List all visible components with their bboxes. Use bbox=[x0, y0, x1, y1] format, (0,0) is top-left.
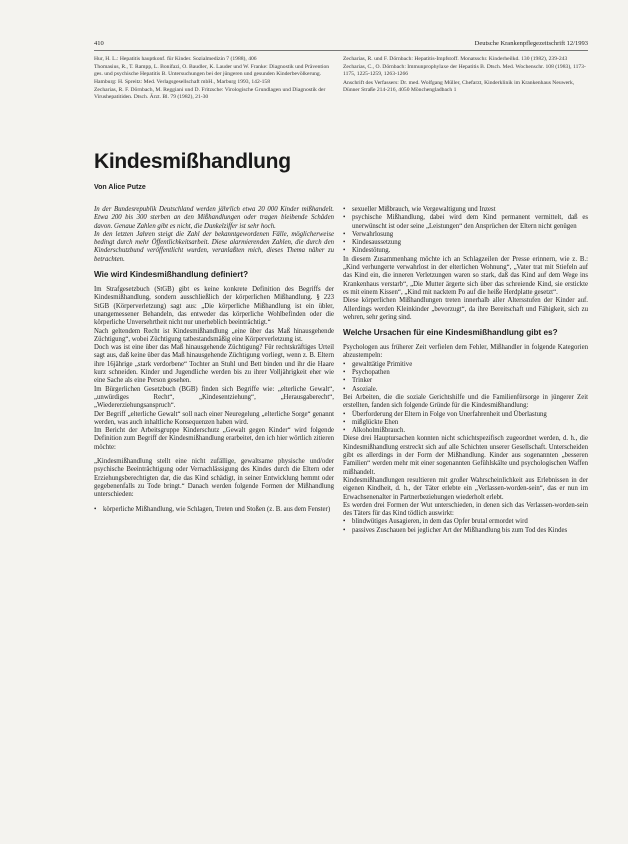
body-paragraph: Im Bürgerlichen Gesetzbuch (BGB) finden sich Begriffe wie: „elterliche Gewalt“, „unwürdiges Recht“, „Kindesentziehung“, „Herausgaberecht“, „Wiedererziehungsanspruch“. bbox=[94, 385, 334, 410]
list-item: • mißglückte Ehen bbox=[343, 419, 588, 427]
quote-paragraph: „Kindesmißhandlung stellt eine nicht zufällige, gewaltsame physische und/oder psychische Beeinträchtigung oder Vernachlässigung des Kindes durch die Eltern oder Erziehungsberechtigten dar, die das Kind schädigt, in seiner Entwicklung hemmt oder gegebenenfalls zu Tode bringt.“ Danach werden folgende Formen der Mißhandlung unterschieden: bbox=[94, 458, 334, 499]
references-left bbox=[94, 56, 334, 102]
reference-item: Zecharias, R. F. Dörnbach, M. Reggiani und D. Fritzsche: Virologische Grundlagen und Diagnostik der Virushepatitiden. Dtsch. Ärzt. Bl. 79 (1982), 21-30 bbox=[94, 86, 326, 101]
body-paragraph: Nach geltendem Recht ist Kindesmißhandlung „eine über das Maß hinausgehende Züchtigung“, wobei Züchtigung tatbestandsmäßig eine Körperverletzung ist. bbox=[94, 327, 334, 343]
list-item: • Kindestötung. bbox=[343, 247, 588, 255]
reasons-list bbox=[343, 411, 588, 436]
text-column-right bbox=[343, 194, 588, 535]
reference-item: Thomasius, R., T. Rampp, L. Bonifazi, O. Baudler, K. Lauder und W. Franke: Diagnostik und Prävention ges. und psychische Hepatitis B. Untersuchungen bei der jüngeren und gesunden Kinderbevölkerung. Hamburg: H. Spreitz: Med. Verlagsgesellschaft mbH., Marburg 1993, 142-158 bbox=[94, 64, 330, 85]
body-paragraph: In diesem Zusammenhang möchte ich an Schlagzeilen der Presse erinnern, wie z. B.: „Kind verhungerte verwahrlost in der elterlichen Wohnung“, „Vater trat mit Stiefeln auf das Kind ein, die inneren Verletzungen waren so stark, daß das Kind auf dem Wege ins Krankenhaus verstarb“, „Die Mutter ärgerte sich über das schreiende Kind, sie erstickte es mit einem Kissen“, „Kind mit nacktem Po auf die heiße Herdplatte gesetzt“. bbox=[343, 255, 588, 296]
list-item: • psychische Mißhandlung, dabei wird dem Kind permanent vermittelt, daß es unerwünscht ist oder seine „Leistungen“ den Ansprüchen der Eltern nicht genügen bbox=[343, 214, 588, 231]
header-rule bbox=[94, 50, 588, 51]
page-number: 410 bbox=[94, 40, 104, 47]
author-address: Anschrift des Verfassers: Dr. med. Wolfgang Müller, Chefarzt, Kinderklinik im Krankenhaus Neuwerk, Dünner Straße 214-216, 4050 Mönchengladbach 1 bbox=[343, 79, 575, 93]
forms-list-continued bbox=[343, 206, 588, 256]
body-paragraph: Psychologen aus früherer Zeit verfielen dem Fehler, Mißhandler in folgende Kategorien abzustempeln: bbox=[343, 344, 588, 360]
section-heading: Wie wird Kindesmißhandlung definiert? bbox=[94, 270, 249, 280]
text-column-left bbox=[94, 194, 334, 514]
list-item: • Trinker bbox=[343, 377, 588, 385]
body-paragraph: Im Strafgesetzbuch (StGB) gibt es keine konkrete Definition des Begriffs der Kindesmißhandlung, sondern ausschließlich der körperlichen Mißhandlung. § 223 StGB (Körperverletzung) sagt aus: „Die körperliche Mißhandlung ist ein übler, unangemessener Behandeln, das entweder das körperliche Wohlbefinden oder die körperliche Unversehrtheit nicht nur unerheblich beeinträchtigt.“ bbox=[94, 286, 334, 327]
body-paragraph: Diese körperlichen Mißhandlungen treten innerhalb aller Altersstufen der Kinder auf. Allerdings werden Kleinkinder „bevorzugt“, da ihre Bereitschaft und Fähigkeit, sich zu wehren, sehr gering sind. bbox=[343, 297, 588, 321]
lead-paragraph: In den letzten Jahren steigt die Zahl der bekanntgewordenen Fälle, möglicherweise bedingt durch mehr Öffentlichkeitsarbeit. Diese alarmierenden Zahlen, die durch den Kinderschutzbund veröffentlicht wurden, veranlaßten mich, dieses Thema näher zu betrachten. bbox=[94, 230, 334, 263]
list-item: • passives Zuschauen bei jeglicher Art der Mißhandlung bis zum Tod des Kindes bbox=[343, 527, 588, 535]
list-item: • Kindesaussetzung bbox=[343, 239, 588, 247]
references-right bbox=[343, 56, 588, 95]
list-item: • gewalttätige Primitive bbox=[343, 361, 588, 369]
body-paragraph: Im Bericht der Arbeitsgruppe Kinderschutz „Gewalt gegen Kinder“ wird folgende Definition zum Begriff der Kindesmißhandlung erarbeitet, den ich hier wörtlich zitieren möchte: bbox=[94, 427, 334, 451]
reference-item: Zecharias, R. und F. Dörnbach: Hepatitis-Impfstoff. Monatsschr. Kinderheilkd. 130 (1982), 239-243 bbox=[343, 56, 568, 62]
list-item: • Verwahrlosung bbox=[343, 231, 588, 239]
article-author: Von Alice Putze bbox=[94, 184, 146, 191]
forms-list bbox=[94, 506, 334, 514]
list-item: • Psychopathen bbox=[343, 369, 588, 377]
list-item: • Überforderung der Eltern in Folge von Unerfahrenheit und Überlastung bbox=[343, 411, 588, 419]
body-paragraph: Doch was ist eine über das Maß hinausgehende Züchtigung? Für rechtskräftiges Urteil sagt aus, daß keine über das Maß hinausgehende Züchtigung vorliegt, wenn z. B. Eltern ihre 16jährige „stark verdorbene“ Tochter an Stuhl und Bett binden und ihr die Haare kurz schneiden. Kinder und Jugendliche werden bis zu ihrer Volljährigkeit eher wie eine Sache als eine Person gesehen. bbox=[94, 344, 334, 385]
section-heading: Welche Ursachen für eine Kindesmißhandlung gibt es? bbox=[343, 328, 558, 338]
reference-item: Hur, H. L.: Hepatitis hauptkonf. für Kinder. Sozialmedizin 7 (1988), 406 bbox=[94, 56, 257, 62]
list-item: • Alkoholmißbrauch. bbox=[343, 427, 588, 435]
article-title: Kindesmißhandlung bbox=[94, 150, 291, 173]
list-item: • Asoziale. bbox=[343, 386, 588, 394]
reference-item: Zecharias, C., O. Dörnbach: Immunprophylaxe der Hepatitis B. Dtsch. Med. Wochenschr. 108 (1983), 1173-1175, 1225-1259, 1263-1266 bbox=[343, 64, 586, 78]
body-paragraph: Es werden drei Formen der Wut unterschieden, in denen sich das Verlassen-worden-sein des Täters für das Kind tödlich auswirkt: bbox=[343, 501, 588, 518]
running-header bbox=[94, 40, 588, 50]
lead-paragraph: In der Bundesrepublik Deutschland werden jährlich etwa 20 000 Kinder mißhandelt. Etwa 200 bis 300 sterben an den Mißhandlungen oder tragen bleibende Schäden davon. Genaue Zahlen gibt es nicht, die Dunkelziffer ist sehr hoch. bbox=[94, 206, 334, 230]
body-paragraph: Der Begriff „elterliche Gewalt“ soll nach einer Neuregelung „elterliche Sorge“ genannt werden, was auch inhaltliche Konsequenzen haben wird. bbox=[94, 410, 334, 426]
journal-name: Deutsche Krankenpflegezeitschrift 12/1993 bbox=[474, 40, 588, 47]
rage-forms-list bbox=[343, 518, 588, 535]
body-paragraph: Diese drei Hauptursachen konnten nicht schichtspezifisch zugeordnet werden, d. h., die Kindesmißhandlung erstreckt sich auf alle Schichten unserer Gesellschaft. Unterscheiden gibt es allerdings in der Form der Mißhandlung. Kinder aus sogenannten „besseren Familien“ werden mehr mit einer sogenannten Gefühlskälte und psychologischen Waffen mißhandelt. bbox=[343, 435, 588, 476]
categories-list bbox=[343, 361, 588, 394]
list-item: • körperliche Mißhandlung, wie Schlagen, Treten und Stoßen (z. B. aus dem Fenster) bbox=[94, 506, 334, 514]
body-paragraph: Kindesmißhandlungen resultieren mit großer Wahrscheinlichkeit aus Erlebnissen in der eigenen Kindheit, d. h., der Täter erlebte ein „Verlassen-worden-sein“, das er nun im Erwachsenenalter in Partnerbeziehungen wiederholt erlebt. bbox=[343, 476, 588, 501]
list-item: • blindwütiges Ausagieren, in dem das Opfer brutal ermordet wird bbox=[343, 518, 588, 526]
body-paragraph: Bei Arbeiten, die die soziale Gerichtshilfe und die Familienfürsorge in jüngerer Zeit erstellten, fanden sich folgende Gründe für die Kindesmißhandlung: bbox=[343, 393, 588, 410]
list-item: • sexueller Mißbrauch, wie Vergewaltigung und Inzest bbox=[343, 206, 588, 214]
